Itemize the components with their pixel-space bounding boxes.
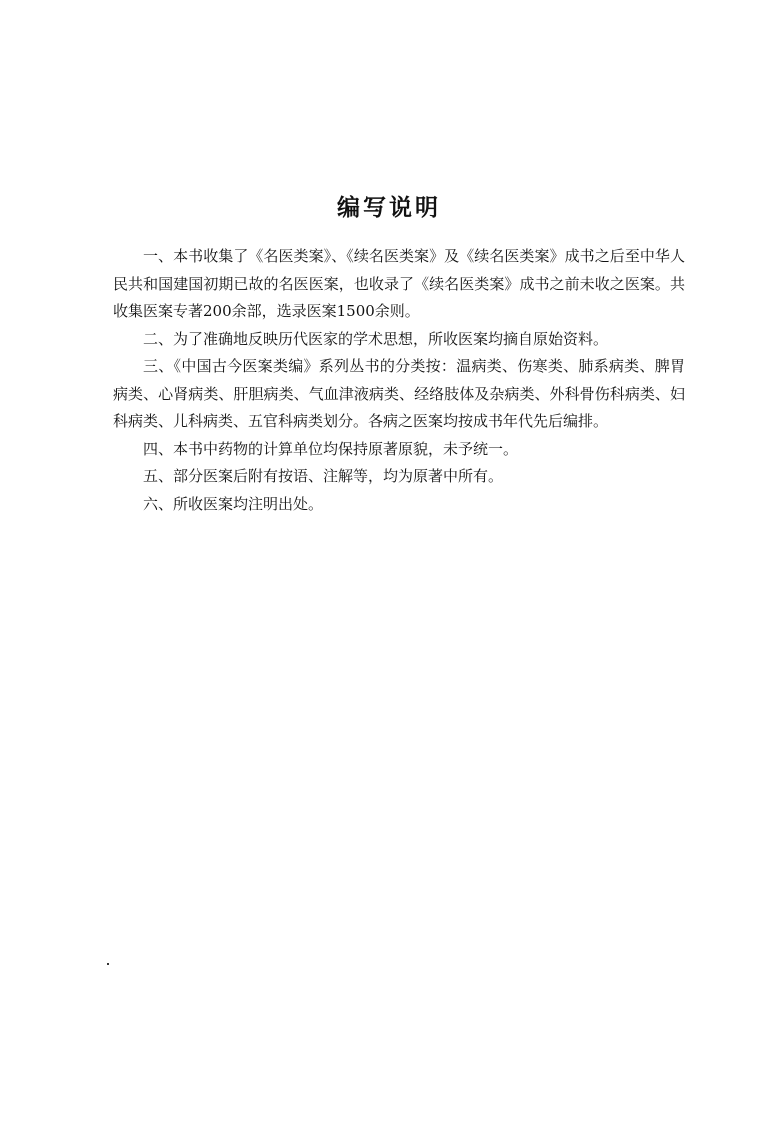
scan-speck <box>107 963 109 965</box>
paragraph-3: 三、《中国古今医案类编》系列丛书的分类按：温病类、伤寒类、肺系病类、脾胃病类、心肾病类、肝胆病类、气血津液病类、经络肢体及杂病类、外科骨伤科病类、妇科病类、儿科病类、五官科病类划分。各病之医案均按成书年代先后编排。 <box>113 357 685 430</box>
paragraph-2: 二、为了准确地反映历代医家的学术思想，所收医案均摘自原始资料。 <box>143 329 609 348</box>
document-body <box>113 243 685 518</box>
paragraph-1: 一、本书收集了《名医类案》、《续名医类案》及《续名医类案》成书之后至中华人民共和国建国初期已故的名医医案，也收录了《续名医类案》成书之前未收之医案。共收集医案专著200余部，选录医案1500余则。 <box>113 247 685 320</box>
paragraph-5: 五、部分医案后附有按语、注解等，均为原著中所有。 <box>143 467 504 485</box>
paragraph-4: 四、本书中药物的计算单位均保持原著原貌，未予统一。 <box>143 439 519 458</box>
page-title: 编写说明 <box>337 195 441 222</box>
paragraph-6: 六、所收医案均注明出处。 <box>143 494 324 513</box>
